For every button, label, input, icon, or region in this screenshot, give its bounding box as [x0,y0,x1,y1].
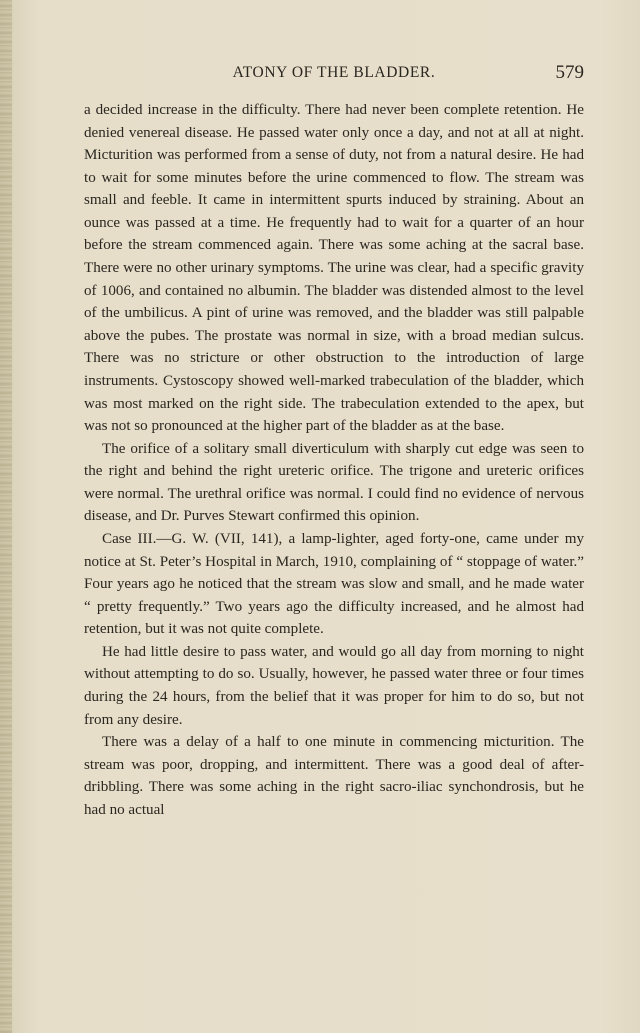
page-spine-edge [0,0,12,1033]
paragraph-delay: There was a delay of a half to one minute in commencing micturition. The stream was poor, dropping, and intermittent. There was a good deal of after-dribbling. There was some aching in the right sacro-iliac synchondrosis, but he had no actual [84,734,584,818]
paragraph-continuation: a decided increase in the difficulty. There had never been complete retention. He denied venereal disease. He passed water only once a day, and not at all at night. Micturition was performed from a sense of duty, not from a natural desire. He had to wait for some minutes before the urine commenced to flow. The stream was small and feeble. It came in intermittent spurts induced by straining. About an ounce was passed at a time. He frequently had to wait for a quarter of an hour before the stream commenced again. There was some aching at the sacral base. There were no other urinary symptoms. The urine was clear, had a specific gravity of 1006, and contained no albumin. The bladder was distended almost to the level of the umbilicus. A pint of urine was removed, and the bladder was still palpable above the pubes. The prostate was normal in size, with a broad median sulcus. There was no stricture or other obstruction to the introduction of large instruments. Cystoscopy showed well-marked trabeculation of the bladder, which was most marked on the right side. The trabeculation extended to the apex, but was not so pronounced at the higher part of the bladder as at the base. [84,102,584,435]
body-text [84,99,584,822]
paragraph-case-iii: Case III.—G. W. (VII, 141), a lamp-lighter, aged forty-one, came under my notice at St. Peter’s Hospital in March, 1910, complaining of “ stoppage of water.” Four years ago he noticed that the stream was slow and small, and he made water “ pretty frequently.” Two years ago the difficulty increased, and he almost had retention, but it was not quite complete. [84,530,584,638]
running-title: ATONY OF THE BLADDER. [232,64,436,81]
page-header [84,58,584,92]
paragraph-desire: He had little desire to pass water, and would go all day from morning to night without attempting to do so. Usually, however, he passed water three or four times during the 24 hours, from the belief that it was proper for him to do so, but not from any desire. [84,643,584,728]
paragraph-diverticulum: The orifice of a solitary small diverticulum with sharply cut edge was seen to the right and behind the right ureteric orifice. The trigone and ureteric orifices were normal. The urethral orifice was normal. I could find no evidence of nervous disease, and Dr. Purves Stewart confirmed this opinion. [84,440,584,525]
page-number: 579 [555,62,584,83]
